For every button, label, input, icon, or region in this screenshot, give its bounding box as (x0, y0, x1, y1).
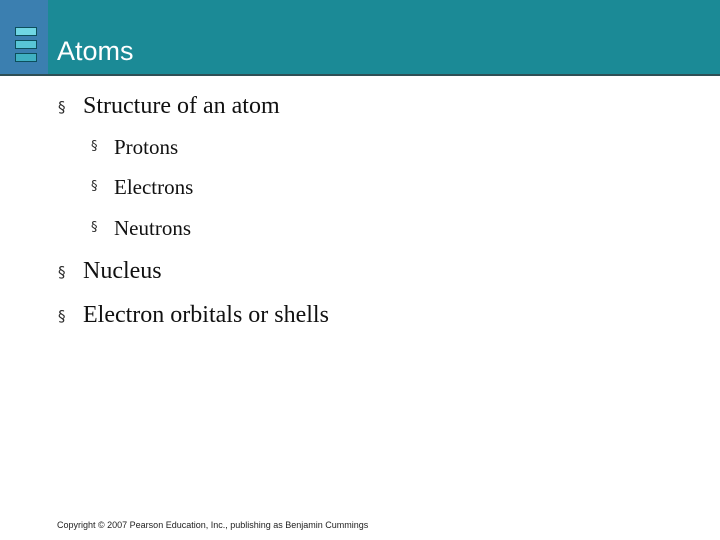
stacked-bars-icon (15, 27, 37, 65)
bullet-marker: § (58, 307, 66, 325)
bullet-marker: § (91, 139, 98, 154)
bullet-marker: § (58, 263, 66, 281)
logo-bar-middle (15, 40, 37, 49)
slide-title: Atoms (57, 36, 134, 66)
bullet-marker: § (91, 220, 98, 235)
bullet-text: Electrons (114, 175, 194, 199)
bullet-marker: § (91, 179, 98, 194)
copyright-footer: Copyright © 2007 Pearson Education, Inc., publishing as Benjamin Cummings (57, 520, 369, 530)
bullet-marker: § (58, 98, 66, 116)
bullet-text: Structure of an atom (83, 93, 280, 119)
logo-bar-top (15, 27, 37, 36)
bullet-text: Electron orbitals or shells (83, 302, 329, 328)
logo-bar-bottom (15, 53, 37, 62)
title-bar (0, 0, 720, 76)
bullet-text: Nucleus (83, 258, 162, 284)
bullet-text: Protons (114, 135, 179, 159)
bullet-text: Neutrons (114, 216, 191, 240)
